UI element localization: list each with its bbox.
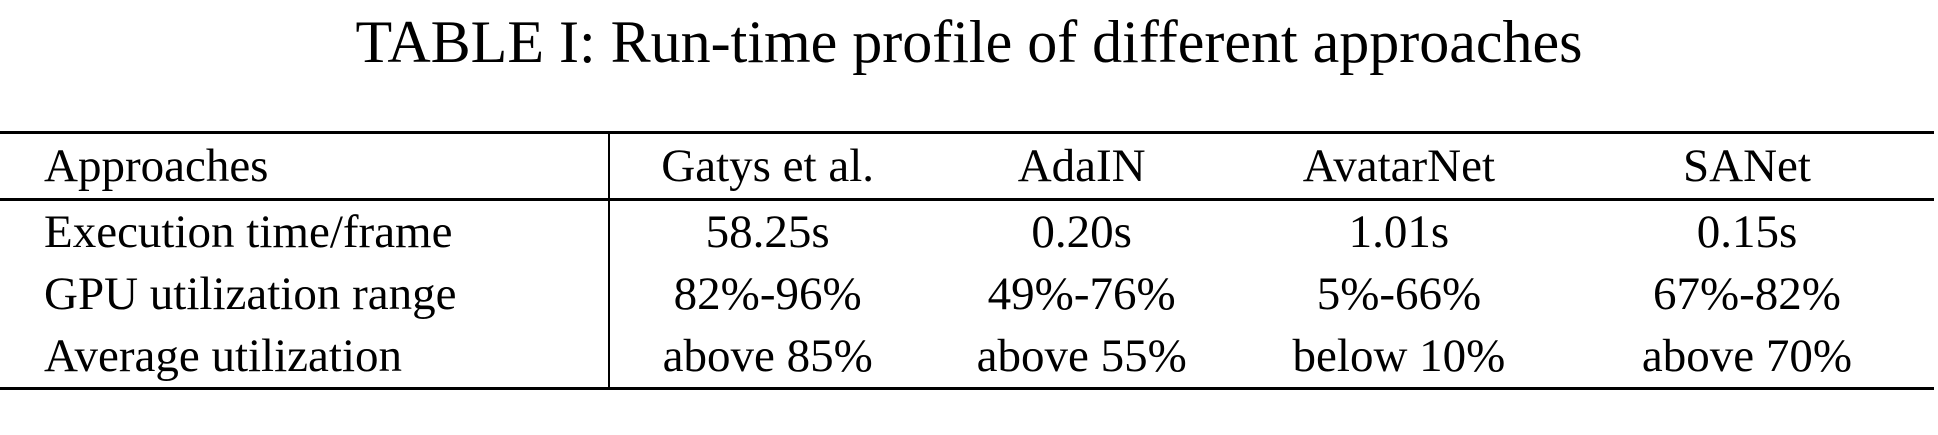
table-cell: 0.15s [1696, 206, 1798, 258]
table-row [0, 263, 1934, 325]
table-row [0, 200, 1934, 264]
table-cell: above 70% [1560, 325, 1934, 389]
row-label: Execution time/frame [0, 200, 609, 264]
header-cell-adain: AdaIN [925, 133, 1238, 200]
table-cell: below 10% [1238, 325, 1560, 389]
table-cell: 5%-66% [1316, 268, 1482, 320]
runtime-profile-table-container [0, 131, 1938, 390]
row-label: GPU utilization range [0, 263, 609, 325]
table-header-row [0, 133, 1934, 200]
runtime-profile-table [0, 131, 1934, 390]
table-cell: 58.25s [705, 206, 830, 258]
table-cell: 1.01s [1348, 206, 1450, 258]
header-cell-approaches: Approaches [0, 133, 609, 200]
table-cell: 0.20s [1031, 206, 1132, 258]
table-cell: 82%-96% [673, 268, 862, 320]
row-label: Average utilization [0, 325, 609, 389]
table-cell: above 85% [609, 325, 925, 389]
header-cell-gatys: Gatys et al. [609, 133, 925, 200]
header-cell-sanet: SANet [1560, 133, 1934, 200]
table-cell: 49%-76% [987, 268, 1176, 320]
table-caption: TABLE I: Run-time profile of different approaches [355, 9, 1583, 75]
table-cell: 67%-82% [1652, 268, 1841, 320]
table-cell: above 55% [925, 325, 1238, 389]
table-row [0, 325, 1934, 389]
header-cell-avatarnet: AvatarNet [1238, 133, 1560, 200]
